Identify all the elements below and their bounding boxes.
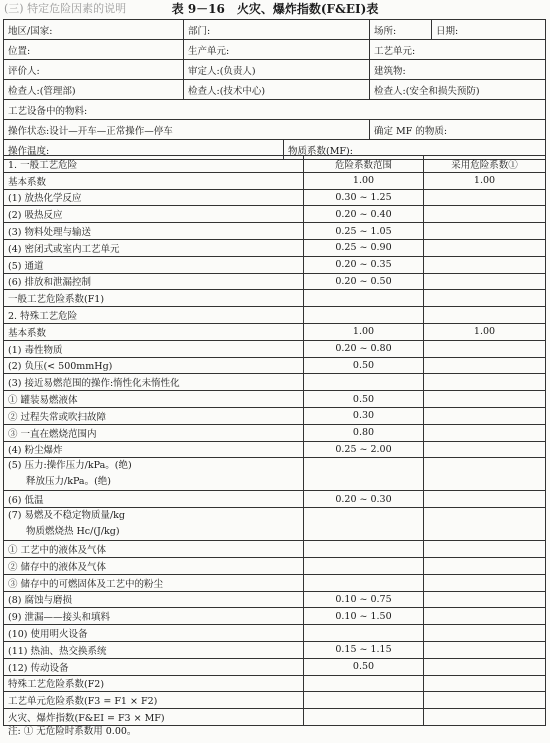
footnote: 注: ① 无危险时系数用 0.00。 <box>8 726 137 737</box>
factor-label: (6) 排放和泄漏控制 <box>4 273 304 290</box>
factor-label: 特殊工艺危险系数(F2) <box>4 675 304 692</box>
form-row <box>4 120 546 140</box>
faded-heading: (三) 特定危险因素的说明 <box>4 2 127 15</box>
form-cell: 审定人:(负责人) <box>184 60 370 80</box>
form-row <box>4 100 546 120</box>
factor-label-line: (5) 压力:操作压力/kPa。(绝) <box>8 460 132 472</box>
table-row <box>4 491 546 508</box>
factor-range: 1.00 <box>304 172 424 189</box>
table-row <box>4 273 546 290</box>
factor-range: 0.25 ~ 1.05 <box>304 223 424 240</box>
form-cell: 物质系数(MF): <box>284 140 546 160</box>
factor-adopted <box>424 189 546 206</box>
factor-adopted <box>424 574 546 591</box>
factor-adopted <box>424 658 546 675</box>
factor-adopted <box>424 357 546 374</box>
factor-adopted <box>424 391 546 408</box>
factor-range <box>304 709 424 726</box>
factor-label: (10) 使用明火设备 <box>4 625 304 642</box>
title-text: 表 9－16 火灾、爆炸指数(F&EI)表 <box>171 2 379 16</box>
form-cell: 建筑物: <box>370 60 546 80</box>
table-row <box>4 391 546 408</box>
form-cell: 场所: <box>370 20 432 40</box>
table-row <box>4 323 546 340</box>
factor-label: (11) 热油、热交换系统 <box>4 641 304 658</box>
factor-range <box>304 557 424 574</box>
factor-range <box>304 675 424 692</box>
factor-range: 0.20 ~ 0.80 <box>304 340 424 357</box>
factor-range <box>304 541 424 558</box>
factor-label: (4) 粉尘爆炸 <box>4 441 304 458</box>
factor-adopted <box>424 608 546 625</box>
factor-adopted <box>424 641 546 658</box>
factor-adopted <box>424 407 546 424</box>
factor-adopted: 1.00 <box>424 172 546 189</box>
factor-label: 1. 一般工艺危险 <box>4 156 304 173</box>
form-cell: 生产单元: <box>184 40 370 60</box>
factor-range: 0.50 <box>304 391 424 408</box>
table-row <box>4 239 546 256</box>
factor-range <box>304 307 424 324</box>
factor-label: 一般工艺危险系数(F1) <box>4 290 304 307</box>
factor-label: (1) 毒性物质 <box>4 340 304 357</box>
factor-range: 0.10 ~ 1.50 <box>304 608 424 625</box>
factor-label: ③ 一直在燃烧范围内 <box>4 424 304 441</box>
form-row <box>4 60 546 80</box>
factor-label: ② 过程失常或吹扫故障 <box>4 407 304 424</box>
table-row <box>4 658 546 675</box>
factor-range: 0.30 ~ 1.25 <box>304 189 424 206</box>
factor-label <box>4 508 304 541</box>
table-row <box>4 591 546 608</box>
factor-label: (2) 吸热反应 <box>4 206 304 223</box>
factor-label: (3) 物料处理与输送 <box>4 223 304 240</box>
factor-range: 0.20 ~ 0.40 <box>304 206 424 223</box>
table-row <box>4 206 546 223</box>
factor-range <box>304 692 424 709</box>
factor-range: 0.25 ~ 2.00 <box>304 441 424 458</box>
column-header: 采用危险系数① <box>424 156 546 173</box>
table-row <box>4 692 546 709</box>
form-row <box>4 80 546 100</box>
form-row <box>4 20 546 40</box>
table-row <box>4 608 546 625</box>
factor-adopted <box>424 458 546 491</box>
table-row <box>4 290 546 307</box>
factor-label <box>4 458 304 491</box>
table-row <box>4 441 546 458</box>
form-cell: 地区/国家: <box>4 20 184 40</box>
factor-adopted <box>424 340 546 357</box>
table-row <box>4 458 546 491</box>
factor-range: 0.25 ~ 0.90 <box>304 239 424 256</box>
factor-label: ① 工艺中的液体及气体 <box>4 541 304 558</box>
factor-adopted <box>424 541 546 558</box>
form-cell: 部门: <box>184 20 370 40</box>
form-cell: 检查人:(安全和损失预防) <box>370 80 546 100</box>
factor-adopted <box>424 692 546 709</box>
form-cell: 位置: <box>4 40 184 60</box>
factor-adopted <box>424 374 546 391</box>
form-cell: 检查人:(管理部) <box>4 80 184 100</box>
factor-range: 0.15 ~ 1.15 <box>304 641 424 658</box>
factor-label: (6) 低温 <box>4 491 304 508</box>
factor-label: 基本系数 <box>4 323 304 340</box>
factor-label: (8) 腐蚀与磨损 <box>4 591 304 608</box>
form-row <box>4 40 546 60</box>
factor-range <box>304 374 424 391</box>
factor-range: 0.50 <box>304 658 424 675</box>
factor-adopted <box>424 675 546 692</box>
factor-adopted <box>424 206 546 223</box>
factor-adopted <box>424 508 546 541</box>
factor-label: 工艺单元危险系数(F3 = F1 × F2) <box>4 692 304 709</box>
hazard-factor-table <box>3 155 546 726</box>
factor-range <box>304 290 424 307</box>
factor-range: 0.50 <box>304 357 424 374</box>
factor-adopted <box>424 223 546 240</box>
factor-adopted <box>424 290 546 307</box>
factor-range: 1.00 <box>304 323 424 340</box>
factor-label: 2. 特殊工艺危险 <box>4 307 304 324</box>
table-row <box>4 256 546 273</box>
factor-label: ③ 储存中的可燃固体及工艺中的粉尘 <box>4 574 304 591</box>
table-row <box>4 307 546 324</box>
factor-label-line: 物质燃烧热 Hc/(J/kg) <box>26 526 120 538</box>
factor-range: 0.20 ~ 0.50 <box>304 273 424 290</box>
factor-label: (4) 密闭式或室内工艺单元 <box>4 239 304 256</box>
factor-adopted <box>424 557 546 574</box>
factor-range <box>304 574 424 591</box>
table-row <box>4 424 546 441</box>
table-title <box>0 0 550 18</box>
factor-label: (3) 接近易燃范围的操作:惰性化未惰性化 <box>4 374 304 391</box>
factor-label: (1) 放热化学反应 <box>4 189 304 206</box>
form-cell: 检查人:(技术中心) <box>184 80 370 100</box>
table-row <box>4 172 546 189</box>
factor-range <box>304 625 424 642</box>
table-row <box>4 675 546 692</box>
table-row <box>4 557 546 574</box>
factor-adopted <box>424 307 546 324</box>
factor-adopted <box>424 625 546 642</box>
factor-label: (2) 负压(< 500mmHg) <box>4 357 304 374</box>
factor-label: (5) 通道 <box>4 256 304 273</box>
factor-label: 基本系数 <box>4 172 304 189</box>
table-row <box>4 223 546 240</box>
form-cell: 工艺单元: <box>370 40 546 60</box>
factor-label: (9) 泄漏——接头和填料 <box>4 608 304 625</box>
table-row <box>4 357 546 374</box>
factor-label: 火灾、爆炸指数(F&EI = F3 × MF) <box>4 709 304 726</box>
table-row <box>4 508 546 541</box>
factor-range <box>304 508 424 541</box>
form-cell: 评价人: <box>4 60 184 80</box>
factor-range: 0.20 ~ 0.35 <box>304 256 424 273</box>
factor-range: 0.80 <box>304 424 424 441</box>
form-cell: 工艺设备中的物料: <box>4 100 546 120</box>
table-row <box>4 189 546 206</box>
factor-adopted <box>424 491 546 508</box>
header-form <box>3 19 546 160</box>
table-row <box>4 407 546 424</box>
factor-label: ① 罐装易燃液体 <box>4 391 304 408</box>
table-row <box>4 541 546 558</box>
factor-adopted <box>424 239 546 256</box>
table-row <box>4 374 546 391</box>
table-row <box>4 156 546 173</box>
table-row <box>4 574 546 591</box>
factor-label-line: (7) 易燃及不稳定物质量/kg <box>8 510 126 522</box>
factor-label-line: 释放压力/kPa。(绝) <box>26 476 111 488</box>
table-row <box>4 641 546 658</box>
column-header: 危险系数范围 <box>304 156 424 173</box>
factor-adopted <box>424 424 546 441</box>
factor-range <box>304 458 424 491</box>
factor-adopted <box>424 709 546 726</box>
table-row <box>4 340 546 357</box>
factor-adopted <box>424 591 546 608</box>
factor-label: (12) 传动设备 <box>4 658 304 675</box>
factor-label: ② 储存中的液体及气体 <box>4 557 304 574</box>
factor-adopted <box>424 273 546 290</box>
form-cell: 操作状态:设计—开车—正常操作—停车 <box>4 120 370 140</box>
factor-range: 0.30 <box>304 407 424 424</box>
factor-range: 0.20 ~ 0.30 <box>304 491 424 508</box>
table-row <box>4 625 546 642</box>
factor-adopted: 1.00 <box>424 323 546 340</box>
form-cell: 日期: <box>432 20 546 40</box>
factor-adopted <box>424 256 546 273</box>
form-cell: 操作温度: <box>4 140 284 160</box>
form-cell: 确定 MF 的物质: <box>370 120 546 140</box>
factor-adopted <box>424 441 546 458</box>
factor-range: 0.10 ~ 0.75 <box>304 591 424 608</box>
